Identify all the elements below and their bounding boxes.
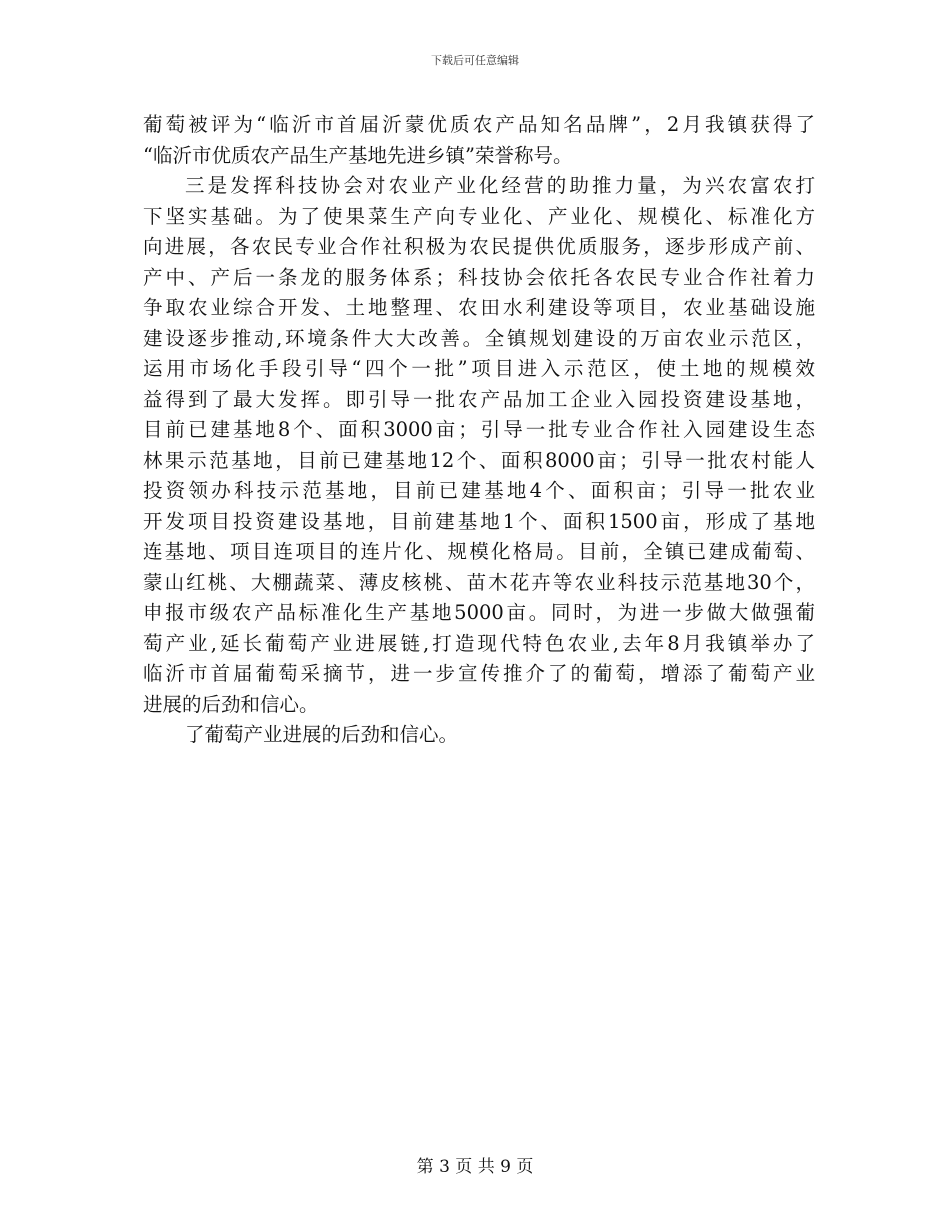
page-header: 下载后可任意编辑 <box>431 54 519 67</box>
text-line: 进展的后劲和信心。 <box>143 692 319 716</box>
text-line: 连基地、项目连项目的连片化、规模化格局。目前，全镇已建成葡萄、 <box>143 540 815 563</box>
text-line: 投资领办科技示范基地，目前已建基地4个、面积亩；引导一批农业 <box>143 479 815 502</box>
text-line: 运用市场化手段引导“四个一批”项目进入示范区，使土地的规模效 <box>143 357 815 380</box>
paragraph <box>143 720 815 751</box>
text-line: 开发项目投资建设基地，目前建基地1个、面积1500亩，形成了基地 <box>143 509 815 533</box>
page-number-footer: 第 3 页 共 9 页 <box>416 1157 534 1177</box>
text-line: 向进展，各农民专业合作社积极为农民提供优质服务，逐步形成产前、 <box>143 235 815 258</box>
text-line: 林果示范基地，目前已建基地12个、面积8000亩；引导一批农村能人 <box>143 448 815 472</box>
text-line: 下坚实基础。为了使果菜生产向专业化、产业化、规模化、标准化方 <box>143 204 815 228</box>
document-body <box>143 110 815 751</box>
text-line: 蒙山红桃、大棚蔬菜、薄皮核桃、苗木花卉等农业科技示范基地30个， <box>143 570 815 594</box>
text-line: “临沂市优质农产品生产基地先进乡镇”荣誉称号。 <box>143 143 573 167</box>
text-line: 三是发挥科技协会对农业产业化经营的助推力量，为兴农富农打 <box>185 174 815 197</box>
text-line: 临沂市首届葡萄采摘节，进一步宣传推介了的葡萄，增添了葡萄产业 <box>143 662 815 685</box>
text-line: 争取农业综合开发、土地整理、农田水利建设等项目，农业基础设施 <box>143 296 815 319</box>
text-line: 建设逐步推动,环境条件大大改善。全镇规划建设的万亩农业示范区， <box>143 326 815 350</box>
text-line: 了葡萄产业进展的后劲和信心。 <box>185 723 459 746</box>
paragraph <box>143 171 815 720</box>
text-line: 萄产业,延长葡萄产业进展链,打造现代特色农业,去年8月我镇举办了 <box>143 631 815 655</box>
text-line: 产中、产后一条龙的服务体系；科技协会依托各农民专业合作社着力 <box>143 265 815 289</box>
text-line: 葡萄被评为“临沂市首届沂蒙优质农产品知名品牌”，2月我镇获得了 <box>143 113 815 136</box>
text-line: 目前已建基地8个、面积3000亩；引导一批专业合作社入园建设生态 <box>143 418 815 441</box>
paragraph <box>143 110 815 171</box>
text-line: 益得到了最大发挥。即引导一批农产品加工企业入园投资建设基地， <box>143 387 815 411</box>
text-line: 申报市级农产品标准化生产基地5000亩。同时，为进一步做大做强葡 <box>143 601 815 624</box>
